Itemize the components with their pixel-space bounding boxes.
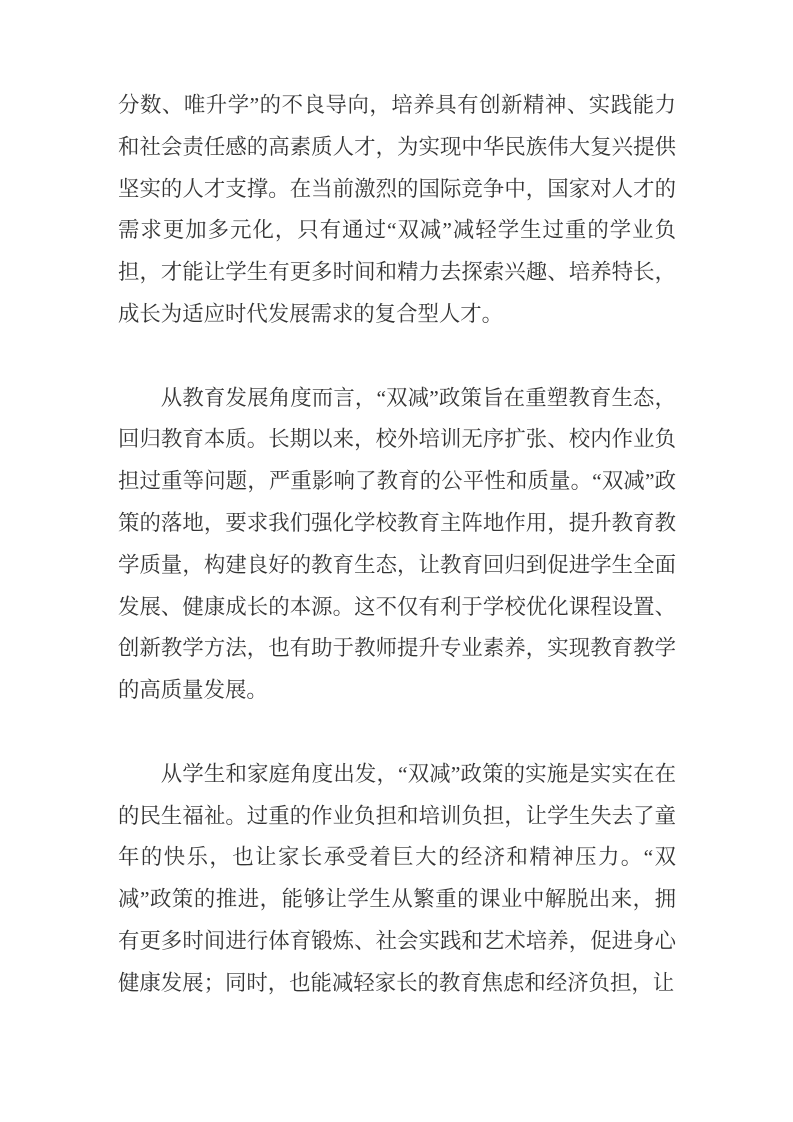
document-body — [118, 85, 676, 1005]
paragraph: 从学生和家庭角度出发，“双减”政策的实施是实实在在的民生福祉。过重的作业负担和培训负担，让学生失去了童年的快乐，也让家长承受着巨大的经济和精神压力。“双减”政策的推进，能够让学生从繁重的课业中解脱出来，拥有更多时间进行体育锻炼、社会实践和艺术培养，促进身心健康发展；同时，也能减轻家长的教育焦虑和经济负担，让 — [118, 761, 676, 995]
paragraph: 分数、唯升学”的不良导向，培养具有创新精神、实践能力和社会责任感的高素质人才，为实现中华民族伟大复兴提供坚实的人才支撑。在当前激烈的国际竞争中，国家对人才的需求更加多元化，只有通过“双减”减轻学生过重的学业负担，才能让学生有更多时间和精力去探索兴趣、培养特长，成长为适应时代发展需求的复合型人才。 — [118, 93, 676, 326]
paragraph: 从教育发展角度而言，“双减”政策旨在重塑教育生态，回归教育本质。长期以来，校外培训无序扩张、校内作业负担过重等问题，严重影响了教育的公平性和质量。“双减”政策的落地，要求我们强化学校教育主阵地作用，提升教育教学质量，构建良好的教育生态，让教育回归到促进学生全面发展、健康成长的本源。这不仅有利于学校优化课程设置、创新教学方法，也有助于教师提升专业素养，实现教育教学的高质量发展。 — [118, 385, 676, 703]
